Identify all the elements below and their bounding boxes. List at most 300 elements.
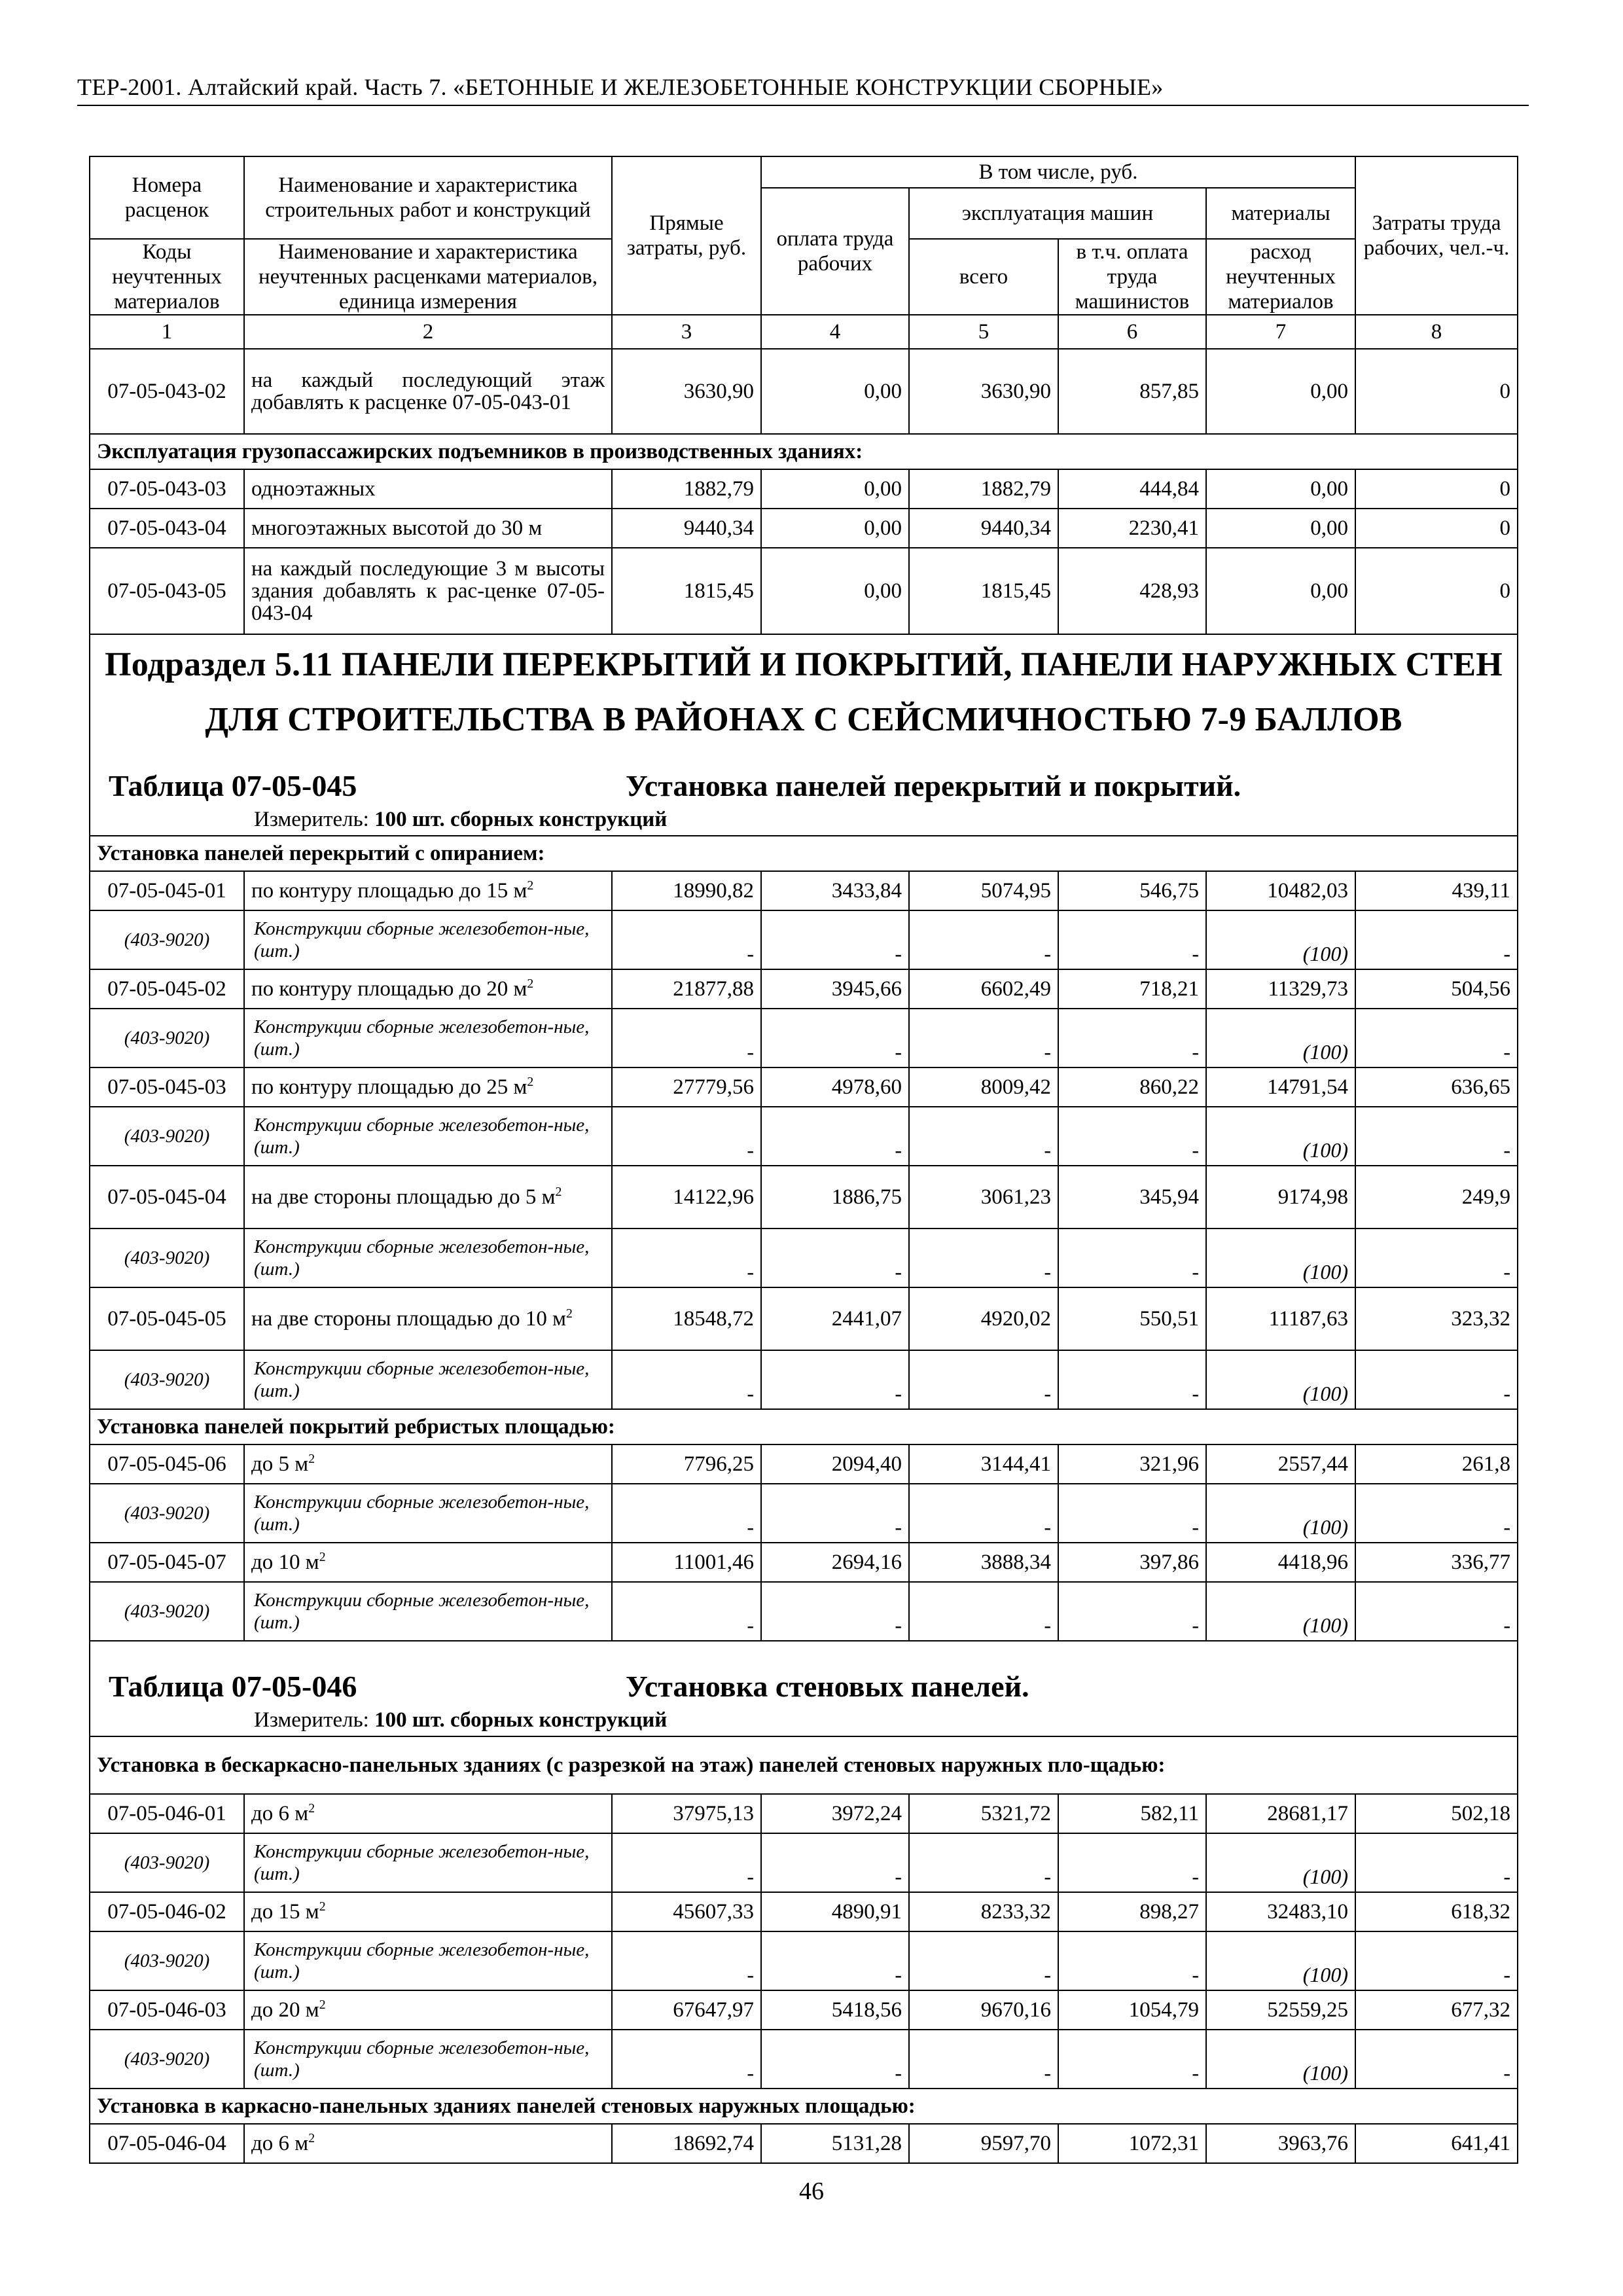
direct-costs: 11001,46 bbox=[612, 1543, 761, 1582]
labor-pay: 3972,24 bbox=[761, 1794, 909, 1833]
rate-code: 07-05-046-03 bbox=[90, 1990, 244, 2030]
dash-cell: - bbox=[761, 1582, 909, 1641]
dash-cell: - bbox=[761, 1931, 909, 1990]
material-code: (403-9020) bbox=[90, 1484, 244, 1543]
materials-cost: 3963,76 bbox=[1206, 2124, 1355, 2163]
material-code: (403-9020) bbox=[90, 2030, 244, 2089]
rate-code: 07-05-043-03 bbox=[90, 469, 244, 509]
header-labor-pay: оплата труда рабочих bbox=[761, 188, 909, 315]
machines-total: 3888,34 bbox=[909, 1543, 1058, 1582]
table-046-body-b bbox=[90, 2124, 1518, 2163]
dash-cell: - bbox=[1355, 1582, 1518, 1641]
machines-total: 5321,72 bbox=[909, 1794, 1058, 1833]
rate-code: 07-05-043-02 bbox=[90, 349, 244, 434]
dash-cell: - bbox=[761, 1833, 909, 1892]
labor-pay: 2441,07 bbox=[761, 1287, 909, 1350]
material-row bbox=[90, 1484, 1518, 1543]
table-row bbox=[90, 2124, 1518, 2163]
machinists-pay: 857,85 bbox=[1058, 349, 1206, 434]
dash-cell: - bbox=[1058, 1833, 1206, 1892]
group-row bbox=[90, 1736, 1518, 1794]
rate-name bbox=[244, 1990, 612, 2030]
material-name: Конструкции сборные железобетон-ные, (шт.) bbox=[244, 910, 612, 969]
dash-cell: - bbox=[1355, 1484, 1518, 1543]
rate-code: 07-05-045-05 bbox=[90, 1287, 244, 1350]
rate-name bbox=[244, 2124, 612, 2163]
superscript-2: 2 bbox=[308, 1452, 315, 1466]
materials-cost: 0,00 bbox=[1206, 509, 1355, 548]
labor-pay: 0,00 bbox=[761, 349, 909, 434]
labor-costs: 261,8 bbox=[1355, 1444, 1518, 1484]
table-046-body-a bbox=[90, 1794, 1518, 2089]
measure-label: Измеритель: bbox=[254, 1708, 369, 1732]
rate-code: 07-05-045-06 bbox=[90, 1444, 244, 1484]
header-materials: материалы bbox=[1206, 188, 1355, 239]
dash-cell: - bbox=[612, 1931, 761, 1990]
rate-name-text: до 15 м bbox=[251, 1900, 319, 1924]
rate-name bbox=[244, 969, 612, 1009]
materials-cost: 9174,98 bbox=[1206, 1166, 1355, 1229]
material-name: Конструкции сборные железобетон-ные, (шт.) bbox=[244, 2030, 612, 2089]
rate-name bbox=[244, 1543, 612, 1582]
group-heading: Установка в бескаркасно-панельных зданиях (с разрезкой на этаж) панелей стеновых наружных пло-щадью: bbox=[90, 1736, 1518, 1794]
labor-costs: 249,9 bbox=[1355, 1166, 1518, 1229]
machinists-pay: 546,75 bbox=[1058, 871, 1206, 910]
rate-name: одноэтажных bbox=[244, 469, 612, 509]
rate-name: многоэтажных высотой до 30 м bbox=[244, 509, 612, 548]
dash-cell: - bbox=[909, 1931, 1058, 1990]
header-including: В том числе, руб. bbox=[761, 156, 1355, 188]
table-row bbox=[90, 871, 1518, 910]
material-row bbox=[90, 1229, 1518, 1287]
dash-cell: - bbox=[1058, 1484, 1206, 1543]
superscript-2: 2 bbox=[319, 1998, 326, 2012]
column-number: 4 bbox=[761, 315, 909, 349]
column-number: 8 bbox=[1355, 315, 1518, 349]
rate-name-text: до 10 м bbox=[251, 1551, 319, 1574]
dash-cell: - bbox=[612, 1350, 761, 1409]
material-qty: (100) bbox=[1206, 1350, 1355, 1409]
labor-pay: 2694,16 bbox=[761, 1543, 909, 1582]
material-code: (403-9020) bbox=[90, 1350, 244, 1409]
rate-code: 07-05-045-03 bbox=[90, 1067, 244, 1107]
machinists-pay: 718,21 bbox=[1058, 969, 1206, 1009]
machinists-pay: 397,86 bbox=[1058, 1543, 1206, 1582]
dash-cell: - bbox=[612, 1833, 761, 1892]
materials-cost: 10482,03 bbox=[1206, 871, 1355, 910]
section-title-line-1: Подраздел 5.11 ПАНЕЛИ ПЕРЕКРЫТИЙ И ПОКРЫТИЙ, ПАНЕЛИ НАРУЖНЫХ СТЕН bbox=[105, 646, 1503, 683]
column-number: 6 bbox=[1058, 315, 1206, 349]
machines-total: 3144,41 bbox=[909, 1444, 1058, 1484]
machines-total: 5074,95 bbox=[909, 871, 1058, 910]
labor-costs: 504,56 bbox=[1355, 969, 1518, 1009]
dash-cell: - bbox=[1355, 2030, 1518, 2089]
material-name: Конструкции сборные железобетон-ные, (шт.) bbox=[244, 1833, 612, 1892]
table-row bbox=[90, 1794, 1518, 1833]
material-row bbox=[90, 1833, 1518, 1892]
dash-cell: - bbox=[1058, 910, 1206, 969]
materials-cost: 52559,25 bbox=[1206, 1990, 1355, 2030]
rate-code: 07-05-046-02 bbox=[90, 1892, 244, 1931]
table-row bbox=[90, 349, 1518, 434]
header-rule bbox=[77, 105, 1529, 106]
direct-costs: 14122,96 bbox=[612, 1166, 761, 1229]
rate-name bbox=[244, 1444, 612, 1484]
materials-cost: 14791,54 bbox=[1206, 1067, 1355, 1107]
header-material-codes: Коды неучтенных материалов bbox=[90, 239, 244, 315]
dash-cell: - bbox=[1355, 1350, 1518, 1409]
dash-cell: - bbox=[1058, 2030, 1206, 2089]
machines-total: 9670,16 bbox=[909, 1990, 1058, 2030]
material-code: (403-9020) bbox=[90, 1833, 244, 1892]
material-row bbox=[90, 1009, 1518, 1067]
dash-cell: - bbox=[909, 2030, 1058, 2089]
material-name: Конструкции сборные железобетон-ные, (шт.) bbox=[244, 1107, 612, 1166]
column-number: 2 bbox=[244, 315, 612, 349]
material-row bbox=[90, 1582, 1518, 1641]
table-row bbox=[90, 509, 1518, 548]
material-name: Конструкции сборные железобетон-ные, (шт.) bbox=[244, 1009, 612, 1067]
table-row bbox=[90, 469, 1518, 509]
rate-name bbox=[244, 871, 612, 910]
material-code: (403-9020) bbox=[90, 910, 244, 969]
rate-name: на каждый последующие 3 м высоты здания добавлять к рас-ценке 07-05-043-04 bbox=[244, 548, 612, 634]
table-row bbox=[90, 1990, 1518, 2030]
dash-cell: - bbox=[1355, 910, 1518, 969]
machinists-pay: 550,51 bbox=[1058, 1287, 1206, 1350]
dash-cell: - bbox=[761, 1350, 909, 1409]
header-labor-costs: Затраты труда рабочих, чел.-ч. bbox=[1355, 156, 1518, 315]
material-row bbox=[90, 1107, 1518, 1166]
machinists-pay: 444,84 bbox=[1058, 469, 1206, 509]
material-qty: (100) bbox=[1206, 1931, 1355, 1990]
measure-line bbox=[90, 1707, 1517, 1736]
superscript-2: 2 bbox=[308, 1801, 315, 1816]
table-row bbox=[90, 1067, 1518, 1107]
group-row bbox=[90, 2089, 1518, 2124]
rate-name-text: по контуру площадью до 15 м bbox=[251, 879, 527, 903]
dash-cell: - bbox=[909, 910, 1058, 969]
materials-cost: 0,00 bbox=[1206, 469, 1355, 509]
page-number: 46 bbox=[799, 2178, 824, 2205]
direct-costs: 1882,79 bbox=[612, 469, 761, 509]
group-row bbox=[90, 836, 1518, 871]
machines-total: 4920,02 bbox=[909, 1287, 1058, 1350]
header-material-names: Наименование и характеристика неучтенных расценками материалов, единица измерения bbox=[244, 239, 612, 315]
labor-pay: 4890,91 bbox=[761, 1892, 909, 1931]
group-row bbox=[90, 434, 1518, 469]
dash-cell: - bbox=[909, 1582, 1058, 1641]
table-row bbox=[90, 1287, 1518, 1350]
direct-costs: 27779,56 bbox=[612, 1067, 761, 1107]
header-unaccounted-materials: расход неучтенных материалов bbox=[1206, 239, 1355, 315]
rate-code: 07-05-045-07 bbox=[90, 1543, 244, 1582]
dash-cell: - bbox=[761, 1484, 909, 1543]
dash-cell: - bbox=[761, 1009, 909, 1067]
header-machinists-pay: в т.ч. оплата труда машинистов bbox=[1058, 239, 1206, 315]
materials-cost: 11187,63 bbox=[1206, 1287, 1355, 1350]
labor-pay: 1886,75 bbox=[761, 1166, 909, 1229]
rate-name-text: до 6 м bbox=[251, 1802, 309, 1825]
material-row bbox=[90, 1931, 1518, 1990]
dash-cell: - bbox=[1058, 1931, 1206, 1990]
measure-value: 100 шт. сборных конструкций bbox=[374, 1708, 668, 1732]
material-code: (403-9020) bbox=[90, 1107, 244, 1166]
rates-table bbox=[89, 156, 1518, 2164]
material-qty: (100) bbox=[1206, 1009, 1355, 1067]
rate-code: 07-05-045-04 bbox=[90, 1166, 244, 1229]
column-number: 1 bbox=[90, 315, 244, 349]
dash-cell: - bbox=[1058, 1229, 1206, 1287]
rate-name-text: на две стороны площадью до 5 м bbox=[251, 1185, 556, 1209]
group-heading: Установка панелей перекрытий с опиранием: bbox=[90, 836, 1518, 871]
table-row bbox=[90, 548, 1518, 634]
material-code: (403-9020) bbox=[90, 1931, 244, 1990]
materials-cost: 4418,96 bbox=[1206, 1543, 1355, 1582]
material-row bbox=[90, 2030, 1518, 2089]
table-heading bbox=[90, 747, 1517, 806]
material-qty: (100) bbox=[1206, 2030, 1355, 2089]
dash-cell: - bbox=[1058, 1582, 1206, 1641]
machinists-pay: 2230,41 bbox=[1058, 509, 1206, 548]
labor-pay: 3945,66 bbox=[761, 969, 909, 1009]
dash-cell: - bbox=[612, 1582, 761, 1641]
direct-costs: 18692,74 bbox=[612, 2124, 761, 2163]
superscript-2: 2 bbox=[527, 977, 534, 991]
material-row bbox=[90, 910, 1518, 969]
material-name: Конструкции сборные железобетон-ные, (шт.) bbox=[244, 1229, 612, 1287]
header-direct-costs: Прямые затраты, руб. bbox=[612, 156, 761, 315]
dash-cell: - bbox=[612, 1107, 761, 1166]
labor-costs: 618,32 bbox=[1355, 1892, 1518, 1931]
materials-cost: 0,00 bbox=[1206, 349, 1355, 434]
direct-costs: 1815,45 bbox=[612, 548, 761, 634]
group-heading: Установка в каркасно-панельных зданиях панелей стеновых наружных площадью: bbox=[90, 2089, 1518, 2124]
dash-cell: - bbox=[909, 1833, 1058, 1892]
machines-total: 3630,90 bbox=[909, 349, 1058, 434]
dash-cell: - bbox=[761, 2030, 909, 2089]
labor-costs: 636,65 bbox=[1355, 1067, 1518, 1107]
materials-cost: 2557,44 bbox=[1206, 1444, 1355, 1484]
machinists-pay: 321,96 bbox=[1058, 1444, 1206, 1484]
header-work-name: Наименование и характеристика строительных работ и конструкций bbox=[244, 156, 612, 239]
rate-name bbox=[244, 1166, 612, 1229]
rate-code: 07-05-043-04 bbox=[90, 509, 244, 548]
group-heading: Установка панелей покрытий ребристых площадью: bbox=[90, 1409, 1518, 1444]
direct-costs: 21877,88 bbox=[612, 969, 761, 1009]
machines-total: 1815,45 bbox=[909, 548, 1058, 634]
machines-total: 3061,23 bbox=[909, 1166, 1058, 1229]
material-qty: (100) bbox=[1206, 1582, 1355, 1641]
dash-cell: - bbox=[909, 1107, 1058, 1166]
material-code: (403-9020) bbox=[90, 1009, 244, 1067]
dash-cell: - bbox=[612, 1229, 761, 1287]
material-code: (403-9020) bbox=[90, 1582, 244, 1641]
direct-costs: 7796,25 bbox=[612, 1444, 761, 1484]
rate-code: 07-05-046-01 bbox=[90, 1794, 244, 1833]
material-qty: (100) bbox=[1206, 1833, 1355, 1892]
header-rate-numbers: Номера расценок bbox=[90, 156, 244, 239]
measure-line bbox=[90, 806, 1517, 835]
rate-code: 07-05-045-02 bbox=[90, 969, 244, 1009]
materials-cost: 28681,17 bbox=[1206, 1794, 1355, 1833]
dash-cell: - bbox=[1058, 1107, 1206, 1166]
superscript-2: 2 bbox=[308, 2131, 315, 2145]
labor-pay: 0,00 bbox=[761, 548, 909, 634]
labor-costs: 677,32 bbox=[1355, 1990, 1518, 2030]
dash-cell: - bbox=[1058, 1009, 1206, 1067]
labor-costs: 439,11 bbox=[1355, 871, 1518, 910]
section-box bbox=[90, 634, 1518, 836]
column-numbers-row bbox=[90, 315, 1518, 349]
rate-name-text: до 5 м bbox=[251, 1452, 309, 1476]
superscript-2: 2 bbox=[555, 1185, 562, 1199]
labor-costs: 0 bbox=[1355, 509, 1518, 548]
dash-cell: - bbox=[1355, 1107, 1518, 1166]
table-row bbox=[90, 1166, 1518, 1229]
material-name: Конструкции сборные железобетон-ные, (шт.) bbox=[244, 1582, 612, 1641]
dash-cell: - bbox=[1355, 1931, 1518, 1990]
dash-cell: - bbox=[612, 1009, 761, 1067]
superscript-2: 2 bbox=[319, 1899, 326, 1914]
section-row bbox=[90, 1641, 1518, 1736]
table-045-body-b bbox=[90, 1444, 1518, 1641]
section-title-line-2: ДЛЯ СТРОИТЕЛЬСТВА В РАЙОНАХ С СЕЙСМИЧНОСТЬЮ 7-9 БАЛЛОВ bbox=[205, 701, 1402, 738]
labor-costs: 502,18 bbox=[1355, 1794, 1518, 1833]
rate-name-text: до 20 м bbox=[251, 1998, 319, 2022]
material-qty: (100) bbox=[1206, 1229, 1355, 1287]
dash-cell: - bbox=[761, 1229, 909, 1287]
material-name: Конструкции сборные железобетон-ные, (шт.) bbox=[244, 1350, 612, 1409]
superscript-2: 2 bbox=[319, 1550, 326, 1564]
dash-cell: - bbox=[612, 910, 761, 969]
rate-code: 07-05-045-01 bbox=[90, 871, 244, 910]
dash-cell: - bbox=[909, 1229, 1058, 1287]
dash-cell: - bbox=[761, 910, 909, 969]
table-number: Таблица 07-05-046 bbox=[109, 1670, 357, 1703]
table-046-box bbox=[90, 1641, 1518, 1736]
table-number: Таблица 07-05-045 bbox=[109, 769, 357, 802]
machines-total: 8233,32 bbox=[909, 1892, 1058, 1931]
materials-cost: 0,00 bbox=[1206, 548, 1355, 634]
table-title: Установка панелей перекрытий и покрытий. bbox=[626, 769, 1241, 802]
dash-cell: - bbox=[612, 2030, 761, 2089]
labor-pay: 0,00 bbox=[761, 469, 909, 509]
machinists-pay: 428,93 bbox=[1058, 548, 1206, 634]
material-qty: (100) bbox=[1206, 910, 1355, 969]
page-header: ТЕР-2001. Алтайский край. Часть 7. «БЕТОННЫЕ И ЖЕЛЕЗОБЕТОННЫЕ КОНСТРУКЦИИ СБОРНЫЕ» bbox=[77, 74, 1164, 100]
column-number: 7 bbox=[1206, 315, 1355, 349]
rate-name-text: по контуру площадью до 20 м bbox=[251, 977, 527, 1001]
labor-costs: 336,77 bbox=[1355, 1543, 1518, 1582]
superscript-2: 2 bbox=[527, 1075, 534, 1089]
labor-pay: 5131,28 bbox=[761, 2124, 909, 2163]
labor-costs: 641,41 bbox=[1355, 2124, 1518, 2163]
header-row-1 bbox=[90, 156, 1518, 188]
rate-name bbox=[244, 1287, 612, 1350]
dash-cell: - bbox=[909, 1484, 1058, 1543]
machinists-pay: 345,94 bbox=[1058, 1166, 1206, 1229]
labor-costs: 323,32 bbox=[1355, 1287, 1518, 1350]
rate-code: 07-05-043-05 bbox=[90, 548, 244, 634]
machines-total: 1882,79 bbox=[909, 469, 1058, 509]
superscript-2: 2 bbox=[565, 1306, 573, 1321]
labor-pay: 2094,40 bbox=[761, 1444, 909, 1484]
material-code: (403-9020) bbox=[90, 1229, 244, 1287]
dash-cell: - bbox=[612, 1484, 761, 1543]
dash-cell: - bbox=[1058, 1350, 1206, 1409]
superscript-2: 2 bbox=[527, 878, 534, 893]
labor-pay: 0,00 bbox=[761, 509, 909, 548]
rate-name-text: по контуру площадью до 25 м bbox=[251, 1075, 527, 1099]
direct-costs: 18990,82 bbox=[612, 871, 761, 910]
rate-name: на каждый последующий этаж добавлять к расценке 07-05-043-01 bbox=[244, 349, 612, 434]
table-045-body-a bbox=[90, 871, 1518, 1409]
direct-costs: 37975,13 bbox=[612, 1794, 761, 1833]
table-heading bbox=[90, 1641, 1517, 1707]
machines-total: 6602,49 bbox=[909, 969, 1058, 1009]
direct-costs: 9440,34 bbox=[612, 509, 761, 548]
direct-costs: 3630,90 bbox=[612, 349, 761, 434]
labor-costs: 0 bbox=[1355, 349, 1518, 434]
material-name: Конструкции сборные железобетон-ные, (шт.) bbox=[244, 1931, 612, 1990]
machines-total: 8009,42 bbox=[909, 1067, 1058, 1107]
rate-name bbox=[244, 1892, 612, 1931]
table-row bbox=[90, 1444, 1518, 1484]
direct-costs: 18548,72 bbox=[612, 1287, 761, 1350]
header-machines: эксплуатация машин bbox=[909, 188, 1206, 239]
section-row bbox=[90, 634, 1518, 836]
labor-pay: 5418,56 bbox=[761, 1990, 909, 2030]
table-title: Установка стеновых панелей. bbox=[626, 1670, 1029, 1703]
material-qty: (100) bbox=[1206, 1107, 1355, 1166]
group-row bbox=[90, 1409, 1518, 1444]
labor-costs: 0 bbox=[1355, 548, 1518, 634]
machines-total: 9597,70 bbox=[909, 2124, 1058, 2163]
labor-pay: 4978,60 bbox=[761, 1067, 909, 1107]
materials-cost: 32483,10 bbox=[1206, 1892, 1355, 1931]
material-name: Конструкции сборные железобетон-ные, (шт.) bbox=[244, 1484, 612, 1543]
dash-cell: - bbox=[1355, 1833, 1518, 1892]
machinists-pay: 1054,79 bbox=[1058, 1990, 1206, 2030]
rate-name bbox=[244, 1794, 612, 1833]
material-row bbox=[90, 1350, 1518, 1409]
rate-code: 07-05-046-04 bbox=[90, 2124, 244, 2163]
dash-cell: - bbox=[909, 1350, 1058, 1409]
material-qty: (100) bbox=[1206, 1484, 1355, 1543]
labor-costs: 0 bbox=[1355, 469, 1518, 509]
rate-name-text: на две стороны площадью до 10 м bbox=[251, 1307, 566, 1331]
header-machines-total: всего bbox=[909, 239, 1058, 315]
table-row bbox=[90, 1543, 1518, 1582]
rate-name bbox=[244, 1067, 612, 1107]
group-heading: Эксплуатация грузопассажирских подъемников в производственных зданиях: bbox=[90, 434, 1518, 469]
dash-cell: - bbox=[761, 1107, 909, 1166]
direct-costs: 67647,97 bbox=[612, 1990, 761, 2030]
materials-cost: 11329,73 bbox=[1206, 969, 1355, 1009]
rate-name-text: до 6 м bbox=[251, 2132, 309, 2155]
dash-cell: - bbox=[1355, 1009, 1518, 1067]
column-number: 5 bbox=[909, 315, 1058, 349]
direct-costs: 45607,33 bbox=[612, 1892, 761, 1931]
measure-value: 100 шт. сборных конструкций bbox=[374, 808, 668, 831]
table-row bbox=[90, 969, 1518, 1009]
dash-cell: - bbox=[909, 1009, 1058, 1067]
table-row bbox=[90, 1892, 1518, 1931]
machinists-pay: 582,11 bbox=[1058, 1794, 1206, 1833]
machinists-pay: 1072,31 bbox=[1058, 2124, 1206, 2163]
column-number: 3 bbox=[612, 315, 761, 349]
